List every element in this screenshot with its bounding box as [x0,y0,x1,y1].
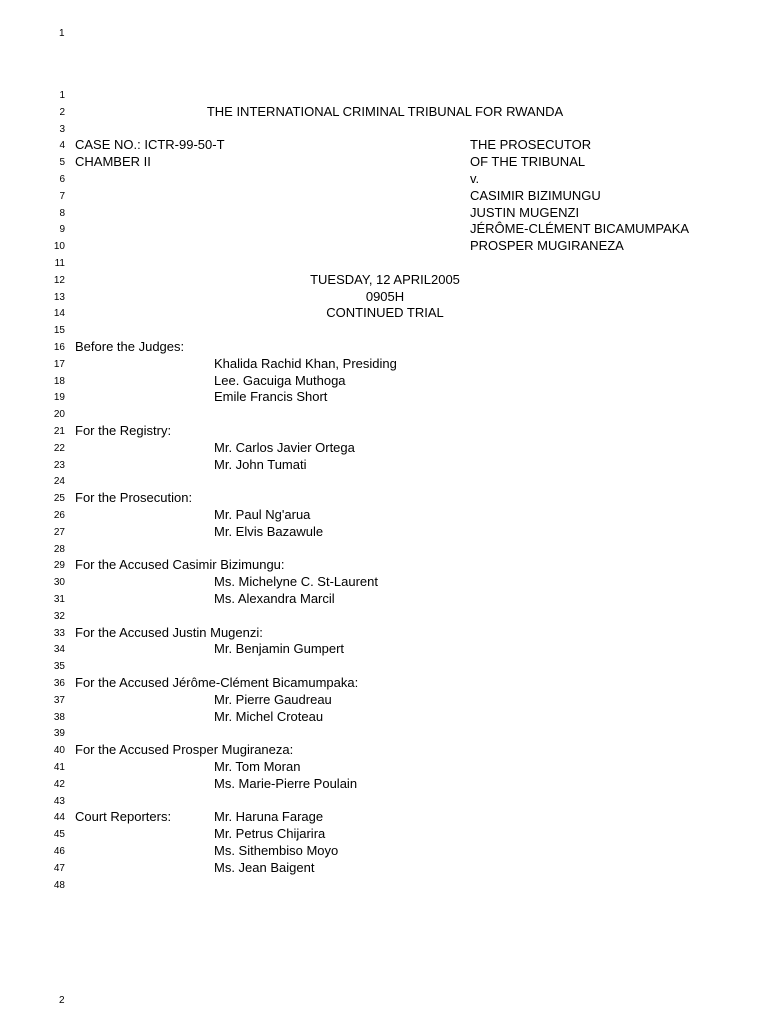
line-number: 32 [53,610,65,622]
line-text: Ms. Marie-Pierre Poulain [214,775,358,791]
line-text: OF THE TRIBUNAL [470,154,586,170]
line-number: 14 [53,308,65,320]
line-number: 38 [53,711,65,723]
transcript-line [0,188,770,205]
line-number: 5 [59,157,65,169]
line-number: 22 [53,442,65,454]
line-number: 7 [59,190,65,202]
line-number: 24 [53,476,65,488]
line-text: PROSPER MUGIRANEZA [470,238,624,254]
line-text: Mr. Carlos Javier Ortega [214,439,355,455]
transcript-line [0,406,770,423]
line-number: 25 [53,493,65,505]
line-number: 34 [53,644,65,656]
transcript-line [0,776,770,793]
line-number: 19 [53,392,65,404]
line-number: 12 [53,274,65,286]
line-text: For the Accused Jérôme-Clément Bicamumpaka: [75,675,359,690]
line-number: 43 [53,795,65,807]
transcript-line [0,574,770,591]
transcript-line [0,473,770,490]
line-number: 2 [59,106,65,118]
line-text: Mr. Benjamin Gumpert [214,641,345,657]
page-number-bottom: 2 [59,995,65,1006]
line-text: Mr. John Tumati [214,456,307,472]
line-text: Mr. Elvis Bazawule [214,523,324,539]
line-text: Ms. Alexandra Marcil [214,591,335,606]
transcript-line [0,591,770,608]
transcript-line [0,725,770,742]
line-number: 27 [53,526,65,538]
transcript-line [0,843,770,860]
line-text: v. [470,171,480,186]
line-text: THE PROSECUTOR [470,137,592,153]
transcript-line [0,608,770,625]
line-number: 8 [59,207,65,219]
line-number: 35 [53,661,65,673]
transcript-line [0,793,770,810]
transcript-line [0,87,770,104]
line-number: 33 [53,627,65,639]
line-number: 15 [53,325,65,337]
transcript-line [0,205,770,222]
line-number: 37 [53,694,65,706]
transcript-line [0,524,770,541]
line-number: 1 [59,90,65,101]
line-number: 36 [53,678,65,689]
line-number: 13 [53,291,65,303]
transcript-line [0,557,770,574]
line-text: Court Reporters: [75,809,172,825]
transcript-line [0,507,770,524]
line-text: CHAMBER II [75,154,151,170]
transcript-line [0,490,770,507]
transcript-line [0,289,770,306]
transcript-line [0,104,770,121]
line-number: 23 [53,459,65,471]
transcript-line [0,255,770,272]
line-text: For the Prosecution: [75,490,193,506]
line-text: Mr. Michel Croteau [214,708,324,724]
line-number: 26 [53,510,65,521]
transcript-line [0,877,770,894]
transcript-line [0,305,770,322]
transcript-line [0,675,770,692]
transcript-line [0,641,770,658]
line-text: Mr. Haruna Farage [214,809,324,825]
line-number: 46 [53,846,65,857]
line-text: TUESDAY, 12 APRIL2005 [310,271,460,287]
line-number: 17 [53,358,65,370]
transcript-line [0,238,770,255]
transcript-line [0,154,770,171]
transcript-line [0,137,770,154]
page-number-top: 1 [59,28,65,39]
line-text: JÉRÔME-CLÉMENT BICAMUMPAKA [470,221,690,237]
line-number: 31 [53,594,65,605]
transcript-line [0,373,770,390]
transcript-line [0,322,770,339]
line-text: Mr. Tom Moran [214,759,301,774]
transcript-line [0,171,770,188]
transcript-line [0,658,770,675]
transcript-line [0,221,770,238]
line-number: 29 [53,560,65,572]
line-text: Ms. Sithembiso Moyo [214,843,339,858]
transcript-line [0,692,770,709]
line-text: For the Accused Casimir Bizimungu: [75,557,285,573]
transcript-line [0,541,770,558]
line-text: Before the Judges: [75,339,185,354]
transcript-line [0,389,770,406]
transcript-line [0,457,770,474]
line-text: For the Accused Justin Mugenzi: [75,624,263,640]
line-text: Mr. Paul Ng'arua [214,507,311,522]
line-text: Khalida Rachid Khan, Presiding [214,355,397,371]
line-text: Mr. Pierre Gaudreau [214,691,332,707]
line-number: 45 [53,829,65,841]
line-text: THE INTERNATIONAL CRIMINAL TRIBUNAL FOR RWANDA [206,103,564,119]
transcript-line [0,709,770,726]
transcript-line [0,356,770,373]
line-text: JUSTIN MUGENZI [470,204,580,220]
line-number: 42 [53,778,65,790]
line-number: 3 [59,123,65,135]
transcript-line [0,423,770,440]
line-number: 47 [53,862,65,874]
line-number: 18 [53,375,65,387]
line-text: CONTINUED TRIAL [326,305,444,321]
transcript-line [0,625,770,642]
line-text: CASIMIR BIZIMUNGU [470,187,601,203]
line-text: Emile Francis Short [214,389,328,405]
line-number: 20 [53,409,65,421]
line-text: For the Accused Prosper Mugiraneza: [75,742,294,758]
transcript-line [0,860,770,877]
line-number: 44 [53,812,65,824]
line-number: 4 [59,140,65,152]
line-number: 41 [53,762,65,773]
line-number: 16 [53,342,65,353]
line-text: 0905H [365,288,405,304]
line-number: 48 [53,879,65,891]
transcript-line [0,339,770,356]
line-text: Ms. Jean Baigent [214,859,315,875]
line-number: 11 [54,258,65,269]
line-number: 21 [53,426,65,437]
line-text: Ms. Michelyne C. St-Laurent [214,574,379,590]
line-text: Lee. Gacuiga Muthoga [214,372,346,388]
transcript-line [0,826,770,843]
transcript-line [0,121,770,138]
line-text: Mr. Petrus Chijarira [214,826,326,842]
transcript-line [0,272,770,289]
transcript-line [0,809,770,826]
line-number: 40 [53,745,65,757]
line-number: 28 [53,543,65,555]
line-number: 6 [59,174,65,185]
line-number: 10 [53,241,65,253]
line-number: 39 [53,728,65,740]
line-number: 9 [59,224,65,236]
transcript-line [0,742,770,759]
transcript-line [0,759,770,776]
line-text: For the Registry: [75,423,172,438]
transcript-line [0,440,770,457]
line-number: 30 [53,577,65,589]
line-text: CASE NO.: ICTR-99-50-T [75,137,225,153]
